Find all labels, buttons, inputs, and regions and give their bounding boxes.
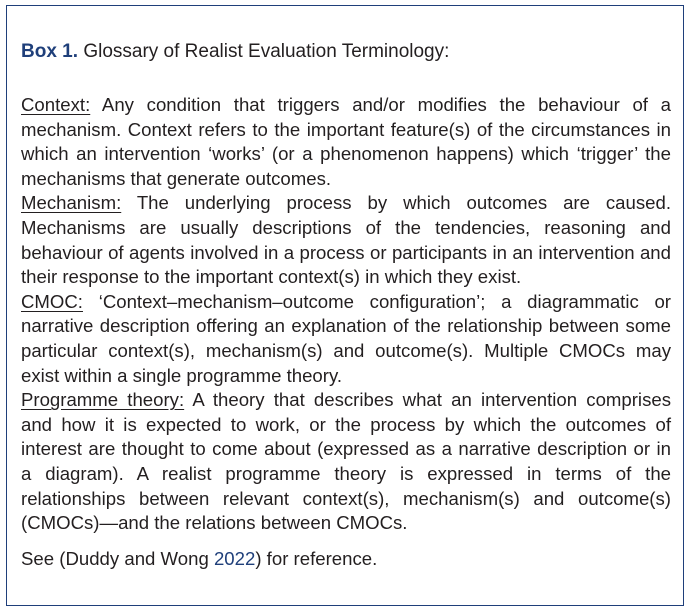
glossary-box [6,5,684,606]
reference-year-link[interactable]: 2022 [213,547,256,569]
box-heading [21,39,671,65]
reference-suffix: ) for reference. [255,547,378,569]
glossary-term: Mechanism: [21,192,122,214]
glossary-definition: A theory that describes what an intervention comprises and how it is expected to work, or the process by which the outcomes of interest are thought to come about (expressed as a narrative description or in a diagram). A realist programme theory is expressed in terms of the relationships between relevant context(s), mechanism(s) and outcome(s) (CMOCs)—and the relations between CMOCs. [21,389,672,534]
glossary-entry-mechanism [21,191,671,289]
glossary-list [21,93,671,536]
reference-prefix: See (Duddy and Wong [21,547,214,569]
glossary-definition: The underlying process by which outcomes are caused. Mechanisms are usually descriptions of the tendencies, reasoning and behaviour of agents involved in a process or participants in an intervention and their response to the important context(s) in which they exist. [21,192,671,288]
glossary-entry-cmoc [21,290,671,388]
reference-note [21,547,671,572]
glossary-definition: Any condition that triggers and/or modifies the behaviour of a mechanism. Context refers to the important feature(s) of the circumstances in which an intervention ‘works’ (or a phenomenon happens) which ‘trigger’ the mechanisms that generate outcomes. [21,94,671,189]
glossary-entry-programme-theory [21,388,671,536]
glossary-term: Programme theory: [21,389,185,411]
box-title: Glossary of Realist Evaluation Terminology: [83,41,450,62]
box-label: Box 1. [21,41,79,62]
glossary-definition: ‘Context–mechanism–outcome configuration’; a diagrammatic or narrative description offering an explanation of the relationship between some particular context(s), mechanism(s) and outcome(s). Multiple CMOCs may exist within a single programme theory. [21,290,671,386]
glossary-term: Context: [21,94,91,115]
glossary-term: CMOC: [21,290,83,312]
glossary-entry-context [21,93,671,191]
